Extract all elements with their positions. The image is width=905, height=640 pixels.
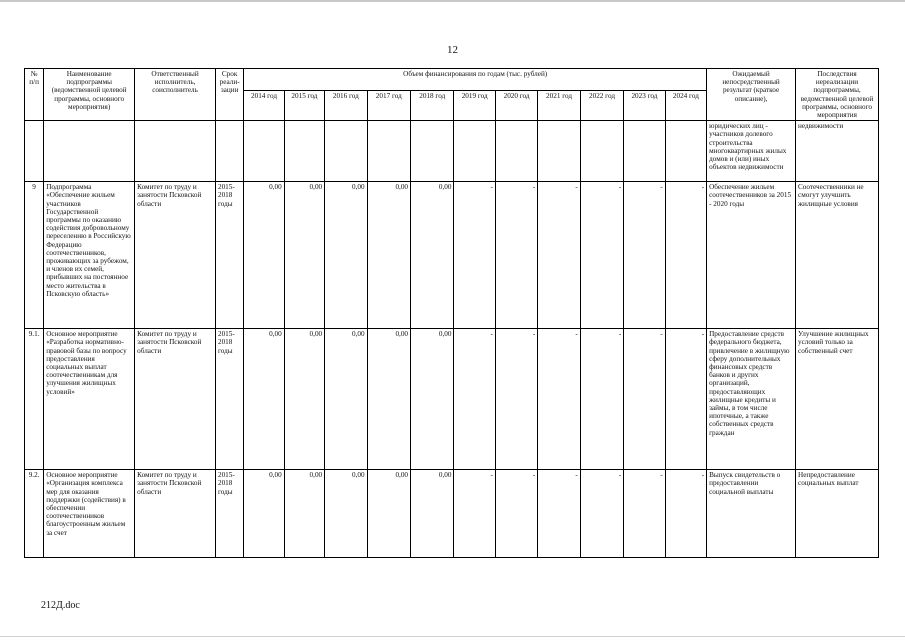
table-row-continuation — [25, 121, 879, 182]
value-cell: - — [495, 182, 537, 329]
value-cell: 0,00 — [244, 182, 284, 329]
name-cell: Подпрограмма «Обеспечение жильем участников Государственной программы по оказанию содействия добровольному переселению в Российскую Федерацию соотечественников, проживающих за рубежом, и членов их семей, прибывших на постоянное место жительства в Псковскую область» — [44, 182, 135, 329]
value-cell: - — [624, 182, 665, 329]
value-cell: 0,00 — [325, 329, 367, 470]
header-funding: Объем финансирования по годам (тыс. рублей) — [244, 69, 707, 91]
value-cell: 0,00 — [284, 470, 324, 558]
term-cell: 2015-2018 годы — [215, 470, 243, 558]
value-cell: 0,00 — [411, 329, 454, 470]
header-name: Наименование подпрограммы (ведомственной целевой программы, основного мероприятия) — [44, 69, 135, 121]
consequences-cell: недвижимости — [796, 121, 879, 182]
footer-filename: 212Д.doc — [41, 600, 80, 611]
value-cell: - — [580, 182, 623, 329]
header-row — [25, 69, 879, 91]
value-cell: - — [580, 470, 623, 558]
value-cell: - — [538, 329, 580, 470]
table-row — [25, 470, 879, 558]
value-cell: - — [665, 182, 706, 329]
header-responsible: Ответственный исполнитель, соисполнитель — [135, 69, 216, 121]
scan-edge-top — [0, 0, 905, 2]
value-cell: 0,00 — [284, 182, 324, 329]
value-cell: - — [495, 329, 537, 470]
header-year: 2019 год — [454, 90, 495, 121]
row-number: 9.2. — [25, 470, 44, 558]
header-year: 2016 год — [325, 90, 367, 121]
page-number: 12 — [447, 44, 458, 56]
consequences-cell: Улучшение жилищных условий только за собственный счет — [796, 329, 879, 470]
header-year: 2021 год — [538, 90, 580, 121]
value-cell: - — [665, 470, 706, 558]
header-consequences: Последствия нереализации подпрограммы, ведомственной целевой программы, основного мероприятия — [796, 69, 879, 121]
row-number: 9.1. — [25, 329, 44, 470]
header-num: № п/п — [25, 69, 44, 121]
header-year: 2023 год — [624, 90, 665, 121]
value-cell: - — [454, 182, 495, 329]
name-cell: Основное мероприятие «Разработка нормативно-правовой базы по вопросу предоставления социальных выплат соотечественникам для улучшения жилищных условий» — [44, 329, 135, 470]
value-cell: 0,00 — [411, 470, 454, 558]
value-cell: 0,00 — [411, 182, 454, 329]
header-year: 2014 год — [244, 90, 284, 121]
result-cell: Выпуск свидетельств о предоставлении социальной выплаты — [707, 470, 796, 558]
header-result: Ожидаемый непосредственный результат (краткое описание), — [707, 69, 796, 121]
value-cell: - — [624, 329, 665, 470]
header-term: Срок реали-зации — [215, 69, 243, 121]
value-cell: 0,00 — [325, 182, 367, 329]
result-cell: Предоставление средств федерального бюджета, привлечение в жилищную сферу дополнительных финансовых средств банков и других организаций, предоставляющих жилищные кредиты и займы, в том числе ипотечные, а также собственных средств граждан — [707, 329, 796, 470]
responsible-cell: Комитет по труду и занятости Псковской области — [135, 470, 216, 558]
value-cell: 0,00 — [367, 470, 410, 558]
scan-edge-bottom — [0, 636, 905, 637]
responsible-cell: Комитет по труду и занятости Псковской области — [135, 182, 216, 329]
consequences-cell: Соотечественники не смогут улучшить жилищные условия — [796, 182, 879, 329]
value-cell: 0,00 — [325, 470, 367, 558]
value-cell: 0,00 — [367, 329, 410, 470]
result-cell: Обеспечение жильем соотечественников за 2015 - 2020 годы — [707, 182, 796, 329]
value-cell: 0,00 — [244, 470, 284, 558]
value-cell: 0,00 — [284, 329, 324, 470]
value-cell: - — [495, 470, 537, 558]
term-cell: 2015-2018 годы — [215, 329, 243, 470]
header-year: 2020 год — [495, 90, 537, 121]
term-cell: 2015-2018 годы — [215, 182, 243, 329]
value-cell: - — [454, 470, 495, 558]
table-row — [25, 182, 879, 329]
header-year: 2022 год — [580, 90, 623, 121]
table-row — [25, 329, 879, 470]
value-cell: - — [624, 470, 665, 558]
consequences-cell: Непредоставление социальных выплат — [796, 470, 879, 558]
header-year: 2024 год — [665, 90, 706, 121]
header-year: 2015 год — [284, 90, 324, 121]
value-cell: - — [454, 329, 495, 470]
name-cell: Основное мероприятие «Организация комплекса мер для оказания поддержки (содействия) в обеспечении соотечественников благоустроенным жильем за счет — [44, 470, 135, 558]
value-cell: 0,00 — [367, 182, 410, 329]
program-table — [24, 68, 879, 558]
responsible-cell: Комитет по труду и занятости Псковской области — [135, 329, 216, 470]
value-cell: - — [580, 329, 623, 470]
value-cell: - — [538, 470, 580, 558]
header-year: 2018 год — [411, 90, 454, 121]
value-cell: - — [665, 329, 706, 470]
value-cell: 0,00 — [244, 329, 284, 470]
row-number: 9 — [25, 182, 44, 329]
header-year: 2017 год — [367, 90, 410, 121]
result-cell: юридических лиц - участников долевого строительства многоквартирных жилых домов и (или) иных объектов недвижимости — [707, 121, 796, 182]
value-cell: - — [538, 182, 580, 329]
